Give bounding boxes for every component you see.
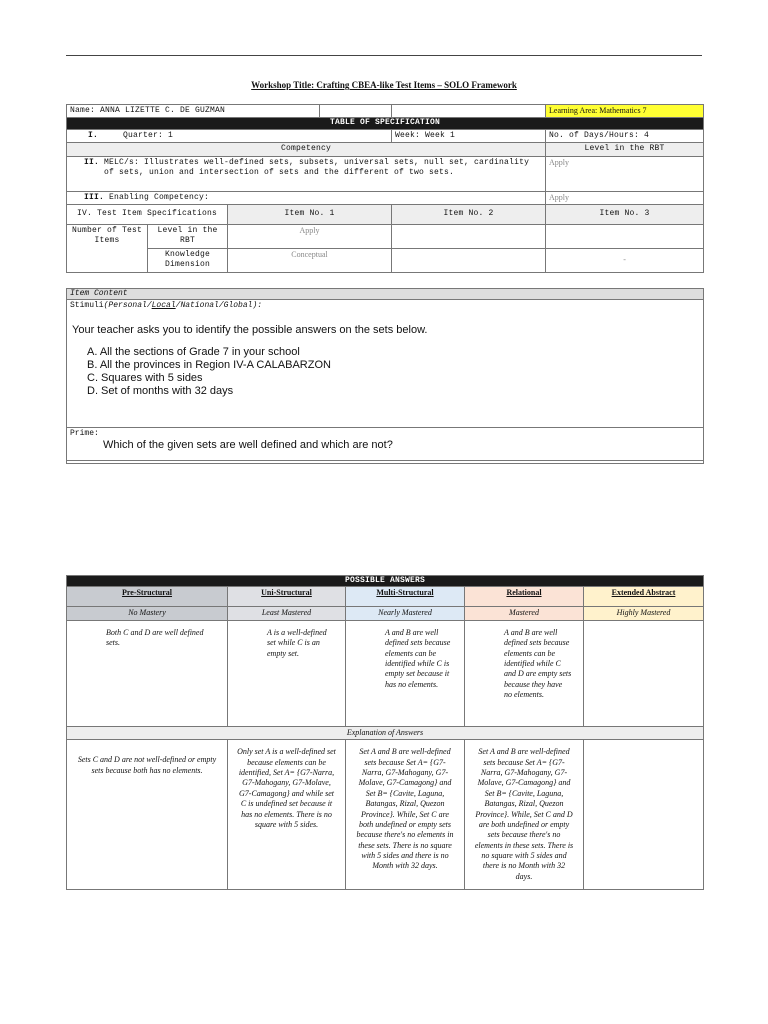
options-list [87,346,703,398]
level-relational: Relational [465,587,584,607]
explanation-text: Sets C and D are not well-defined or empty sets because both has no elements. [77,755,217,775]
explanation-title: Explanation of Answers [67,726,704,739]
melc-rbt: Apply [546,156,704,191]
explanation-multi-structural [346,740,465,890]
melc-text: MELC/s: Illustrates well-defined sets, subsets, universal sets, null set, cardinality of sets, union and intersection of sets and the different of two sets. [104,157,530,177]
blank-cell [320,105,392,118]
response-extended-abstract [584,620,704,726]
item-2-header: Item No. 2 [392,204,546,224]
quarter-row [67,129,392,142]
item-content-bottom-rule [67,460,703,461]
item-2-rbt [392,224,546,248]
response-text: A and B are well defined sets because elements can be identified while C and D are empty sets because they have no elements. [504,627,572,700]
learning-area: Learning Area: Mathematics 7 [546,105,704,118]
item-1-knowledge: Conceptual [228,248,392,272]
mastery-no: No Mastery [67,607,228,620]
mastery-highly: Highly Mastered [584,607,704,620]
rbt-header: Level in the RBT [546,143,704,156]
explanation-text [587,741,700,753]
explanation-pre-structural [67,740,228,890]
item-1-rbt: Apply [228,224,392,248]
level-extended-abstract: Extended Abstract [584,587,704,607]
item-content-box [66,288,704,464]
prime-label: Prime: [70,429,99,438]
enabling-row [67,191,546,204]
competency-header: Competency [67,143,546,156]
stimuli-options-a: (Personal/ [103,301,152,310]
stimuli-options-b: /National/Global): [175,301,263,310]
response-text: A and B are well defined sets because elements can be identified while C is empty set because it has no elements. [385,627,451,689]
item-3-rbt [546,224,704,248]
days-hours-field: No. of Days/Hours: 4 [546,129,704,142]
mastery-nearly: Nearly Mastered [346,607,465,620]
number-of-test-items: Number of Test Items [67,224,148,272]
prime-section [67,427,703,451]
stimuli-line [67,300,703,311]
explanation-relational [465,740,584,890]
possible-answers-table [66,575,704,890]
knowledge-dimension-label: Knowledge Dimension [148,248,228,272]
top-rule [66,55,702,56]
prime-question: Which of the given sets are well defined and which are not? [103,439,393,451]
level-rbt-label: Level in the RBT [148,224,228,248]
test-item-spec-label: IV. Test Item Specifications [67,204,228,224]
response-text: Both C and D are well defined sets. [106,627,204,648]
level-uni-structural: Uni-Structural [228,587,346,607]
melc-row [67,156,546,191]
option-d: D. Set of months with 32 days [87,385,234,397]
response-pre-structural [67,620,228,726]
explanation-text: Set A and B are well-defined sets because Set A= {G7-Narra, G7-Mahogany, G7-Molave, G7-Camagong} and Set B= {Cavite, Laguna, Batangas, Rizal, Quezon Province}. While, Set C and D are both undefined or empty sets because there's no elements in these sets. There is no square with 5 sides and there is no Month with 32 days. [474,747,574,881]
quarter-label: Quarter: 1 [123,130,174,140]
option-b: B. All the provinces in Region IV-A CALABARZON [87,359,331,371]
item-1-header: Item No. 1 [228,204,392,224]
melc-number: II. [84,157,100,167]
blank-cell [392,105,546,118]
item-content-header: Item Content [67,289,703,300]
tos-title: TABLE OF SPECIFICATION [67,118,704,129]
stimuli-label: Stimuli [70,301,104,310]
option-c: C. Squares with 5 sides [87,372,203,384]
response-text [587,622,700,634]
explanation-text: Set A and B are well-defined sets because Set A= {G7-Narra, G7-Mahogany, G7-Molave, G7-Camagong} and Set B= {Cavite, Laguna, Batangas, Rizal, Quezon Province}. While, Set C are both undefined or empty sets because there's no elements in these sets. There is no square with 5 sides and there is no Month with 32 days. [356,747,454,871]
level-pre-structural: Pre-Structural [67,587,228,607]
name-field: Name: ANNA LIZETTE C. DE GUZMAN [67,105,320,118]
enabling-number: III. [84,192,105,202]
explanation-text: Only set A is a well-defined set because elements can be identified, Set A= {G7-Narra, G7-Mahogany, G7-Molave, G7-Camagong} and while set C is undefined set because it has no elements. There is no square with 5 sides. [237,747,336,829]
mastery-mastered: Mastered [465,607,584,620]
possible-answers-title: POSSIBLE ANSWERS [67,576,704,587]
item-3-header: Item No. 3 [546,204,704,224]
enabling-text: Enabling Competency: [109,192,210,202]
enabling-rbt: Apply [546,191,704,204]
response-text: A is a well-defined set while C is an empty set. [267,627,327,658]
item-2-knowledge [392,248,546,272]
response-uni-structural [228,620,346,726]
stimuli-local: Local [151,301,176,310]
table-of-specification [66,104,704,273]
quarter-number: I. [88,130,99,140]
mastery-least: Least Mastered [228,607,346,620]
stimulus-lead: Your teacher asks you to identify the possible answers on the sets below. [72,324,428,336]
response-relational [465,620,584,726]
option-a: A. All the sections of Grade 7 in your school [87,346,300,358]
explanation-uni-structural [228,740,346,890]
response-multi-structural [346,620,465,726]
workshop-title: Workshop Title: Crafting CBEA-like Test Items – SOLO Framework [251,80,517,90]
explanation-extended-abstract [584,740,704,890]
level-multi-structural: Multi-Structural [346,587,465,607]
item-3-knowledge: - [546,248,704,272]
week-field: Week: Week 1 [392,129,546,142]
